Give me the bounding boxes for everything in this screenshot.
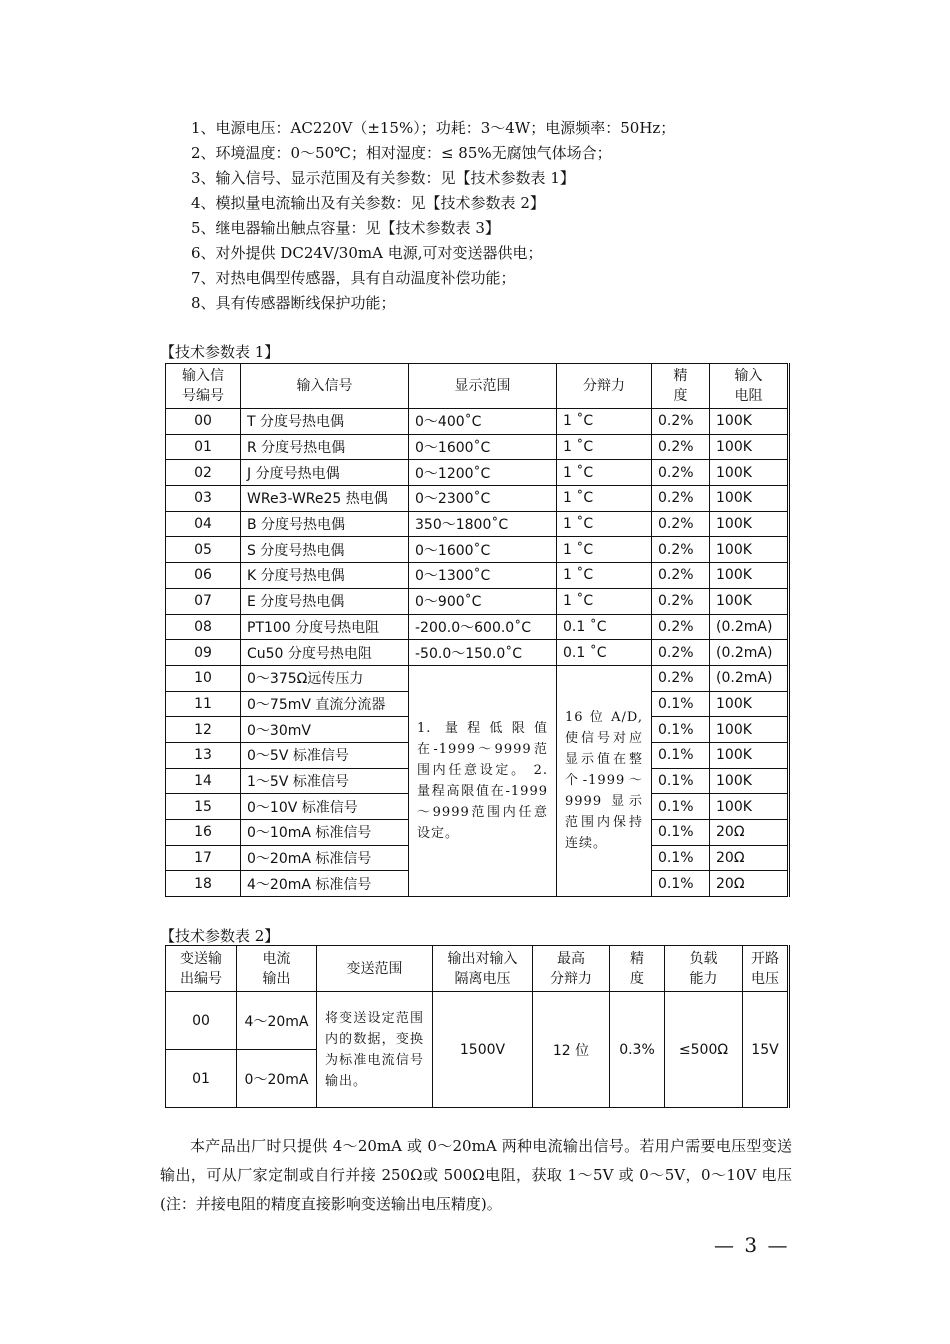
input-impedance: 100K [710,511,789,537]
input-signal: B 分度号热电偶 [241,511,409,537]
header-input-impedance: 输入 电阻 [710,364,789,409]
input-signal: 0～5V 标准信号 [241,742,409,768]
input-signal: J 分度号热电偶 [241,460,409,486]
feature-item: 6、对外提供 DC24V/30mA 电源,可对变送器供电； [191,244,543,262]
page-number: — 3 — [714,1233,790,1257]
spec-table-2 [165,945,790,1108]
table-row [166,614,789,640]
output-accuracy: 0.3% [610,992,665,1108]
load-capacity: ≤500Ω [665,992,743,1108]
output-code: 00 [166,992,237,1050]
resolution: 1 ˚C [557,563,652,589]
table-row [166,992,789,1050]
display-range: 0～1600˚C [409,434,557,460]
max-resolution: 12 位 [533,992,610,1108]
accuracy: 0.2% [652,434,710,460]
input-code: 18 [166,871,241,897]
input-signal: E 分度号热电偶 [241,588,409,614]
resolution: 0.1 ˚C [557,614,652,640]
accuracy: 0.2% [652,460,710,486]
input-code: 15 [166,794,241,820]
accuracy: 0.2% [652,537,710,563]
table1-header-row [166,364,789,409]
input-code: 04 [166,511,241,537]
accuracy: 0.1% [652,717,710,743]
feature-item: 8、具有传感器断线保护功能； [191,294,396,312]
input-impedance: 100K [710,717,789,743]
input-signal: S 分度号热电偶 [241,537,409,563]
input-code: 02 [166,460,241,486]
spec-table-1 [165,363,790,897]
accuracy: 0.2% [652,640,710,666]
transmit-range-note: 将变送设定范围内的数据，变换为标准电流信号输出。 [317,992,433,1108]
input-code: 07 [166,588,241,614]
input-code: 12 [166,717,241,743]
feature-item: 4、模拟量电流输出及有关参数：见【技术参数表 2】 [191,194,545,212]
resolution: 1 ˚C [557,409,652,435]
header-input-signal: 输入信号 [241,364,409,409]
display-range: 0～1200˚C [409,460,557,486]
table2-caption: 【技术参数表 2】 [160,927,280,945]
header-display-range: 显示范围 [409,364,557,409]
table-row [166,588,789,614]
input-impedance: 100K [710,563,789,589]
header-input-code: 输入信 号编号 [166,364,241,409]
input-code: 05 [166,537,241,563]
input-signal: 4～20mA 标准信号 [241,871,409,897]
display-range: 0～400˚C [409,409,557,435]
accuracy: 0.2% [652,409,710,435]
accuracy: 0.1% [652,820,710,846]
display-range: 0～900˚C [409,588,557,614]
display-range: 0～2300˚C [409,486,557,512]
header-accuracy: 精 度 [652,364,710,409]
table-row [166,640,789,666]
output-code: 01 [166,1050,237,1108]
table-row [166,434,789,460]
resolution-note: 16 位 A/D, 使信号对应显示值在整个-1999～9999 显示范围内保持连续。 [557,665,652,896]
input-impedance: 100K [710,691,789,717]
table-row [166,460,789,486]
header-transmit-range: 变送范围 [317,946,433,992]
input-signal: R 分度号热电偶 [241,434,409,460]
table-row [166,665,789,691]
input-impedance: 100K [710,768,789,794]
accuracy: 0.1% [652,871,710,897]
table-row [166,563,789,589]
accuracy: 0.1% [652,794,710,820]
resolution: 1 ˚C [557,511,652,537]
accuracy: 0.2% [652,588,710,614]
display-range: -200.0～600.0˚C [409,614,557,640]
input-impedance: 20Ω [710,820,789,846]
output-current: 4～20mA [237,992,317,1050]
resolution: 1 ˚C [557,460,652,486]
input-code: 03 [166,486,241,512]
display-range: -50.0～150.0˚C [409,640,557,666]
input-code: 01 [166,434,241,460]
accuracy: 0.2% [652,665,710,691]
input-code: 17 [166,845,241,871]
accuracy: 0.2% [652,614,710,640]
header-output-code: 变送输 出编号 [166,946,237,992]
accuracy: 0.1% [652,691,710,717]
accuracy: 0.1% [652,768,710,794]
input-code: 08 [166,614,241,640]
accuracy: 0.1% [652,742,710,768]
input-code: 10 [166,665,241,691]
accuracy: 0.1% [652,845,710,871]
input-impedance: 100K [710,537,789,563]
input-signal: 0～10mA 标准信号 [241,820,409,846]
feature-item: 2、环境温度：0～50℃；相对湿度：≤ 85%无腐蚀气体场合； [191,144,612,162]
input-signal: PT100 分度号热电阻 [241,614,409,640]
resolution: 1 ˚C [557,486,652,512]
resolution: 1 ˚C [557,537,652,563]
input-impedance: 100K [710,460,789,486]
output-note-paragraph: 本产品出厂时只提供 4～20mA 或 0～20mA 两种电流输出信号。若用户需要电压型变送输出，可从厂家定制或自行并接 250Ω或 500Ω电阻，获取 1～5V 或 0～5V，0～10V 电压 (注：并接电阻的精度直接影响变送输出电压精度)。 [160,1137,792,1213]
table2-header-row [166,946,789,992]
input-signal: 0～75mV 直流分流器 [241,691,409,717]
input-signal: Cu50 分度号热电阻 [241,640,409,666]
input-signal: 0～20mA 标准信号 [241,845,409,871]
input-code: 11 [166,691,241,717]
input-signal: T 分度号热电偶 [241,409,409,435]
input-code: 09 [166,640,241,666]
accuracy: 0.2% [652,563,710,589]
table-row [166,409,789,435]
input-code: 06 [166,563,241,589]
table-row [166,537,789,563]
input-signal: 0～10V 标准信号 [241,794,409,820]
input-code: 13 [166,742,241,768]
input-signal: K 分度号热电偶 [241,563,409,589]
display-range-note: 1. 量程低限值在-1999～9999范围内任意设定。 2. 量程高限值在-1999～9999范围内任意设定。 [409,665,557,896]
input-signal: 0～30mV [241,717,409,743]
feature-item: 3、输入信号、显示范围及有关参数：见【技术参数表 1】 [191,169,575,187]
header-open-voltage: 开路 电压 [743,946,789,992]
input-impedance: (0.2mA) [710,640,789,666]
input-code: 14 [166,768,241,794]
feature-list [191,116,675,316]
header-load-capacity: 负载 能力 [665,946,743,992]
isolation-voltage: 1500V [433,992,533,1108]
input-impedance: 20Ω [710,871,789,897]
input-impedance: 100K [710,409,789,435]
display-range: 0～1300˚C [409,563,557,589]
resolution: 0.1 ˚C [557,640,652,666]
resolution: 1 ˚C [557,434,652,460]
input-impedance: 100K [710,486,789,512]
input-signal: 1～5V 标准信号 [241,768,409,794]
input-code: 00 [166,409,241,435]
feature-item: 1、电源电压：AC220V（±15%）；功耗：3～4W；电源频率：50Hz； [191,119,676,137]
input-impedance: 100K [710,434,789,460]
input-impedance: (0.2mA) [710,614,789,640]
accuracy: 0.2% [652,511,710,537]
header-max-resolution: 最高 分辩力 [533,946,610,992]
table-row [166,486,789,512]
resolution: 1 ˚C [557,588,652,614]
input-impedance: 100K [710,588,789,614]
display-range: 350～1800˚C [409,511,557,537]
output-current: 0～20mA [237,1050,317,1108]
header-isolation-voltage: 输出对输入 隔离电压 [433,946,533,992]
header-accuracy-2: 精 度 [610,946,665,992]
header-current-output: 电流 输出 [237,946,317,992]
feature-item: 7、对热电偶型传感器，具有自动温度补偿功能； [191,269,516,287]
input-impedance: 100K [710,794,789,820]
input-impedance: 20Ω [710,845,789,871]
input-signal: 0～375Ω远传压力 [241,665,409,691]
display-range: 0～1600˚C [409,537,557,563]
table-row [166,511,789,537]
input-signal: WRe3-WRe25 热电偶 [241,486,409,512]
header-resolution: 分辩力 [557,364,652,409]
input-code: 16 [166,820,241,846]
input-impedance: (0.2mA) [710,665,789,691]
open-voltage: 15V [743,992,789,1108]
table1-caption: 【技术参数表 1】 [160,343,280,361]
input-impedance: 100K [710,742,789,768]
feature-item: 5、继电器输出触点容量：见【技术参数表 3】 [191,219,500,237]
accuracy: 0.2% [652,486,710,512]
